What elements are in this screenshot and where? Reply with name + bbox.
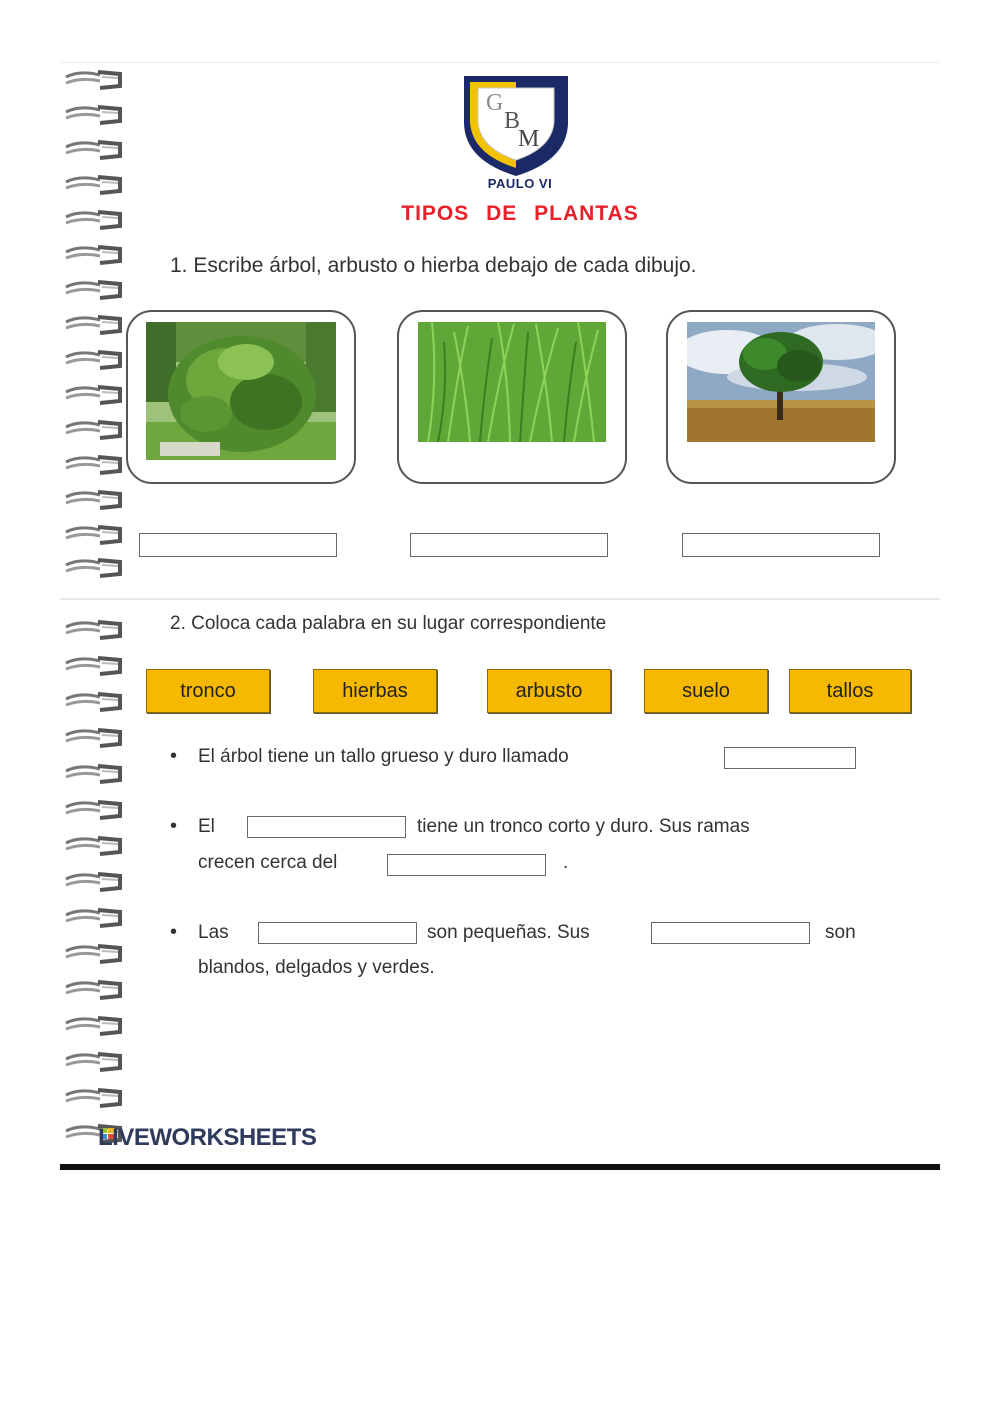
sentence-3-part3: son — [825, 922, 856, 943]
word-tile-suelo[interactable]: suelo — [644, 669, 768, 713]
page-divider — [60, 598, 940, 600]
logo-letter-g: G — [486, 90, 504, 116]
page-title: TIPOS DE PLANTAS — [401, 202, 639, 225]
logo-letter-b: B — [504, 108, 521, 134]
blank-tronco[interactable] — [724, 747, 856, 769]
sentence-2-part4: . — [563, 852, 569, 873]
exercise-2-instruction: 2. Coloca cada palabra en su lugar correspondiente — [170, 613, 607, 634]
sentence-2-part3: crecen cerca del — [198, 852, 338, 873]
sentence-2-part2: tiene un tronco corto y duro. Sus ramas — [417, 816, 750, 837]
sentence-3-part1: Las — [198, 922, 229, 943]
blank-tallos[interactable] — [651, 922, 810, 944]
sentence-3-part4: blandos, delgados y verdes. — [198, 957, 435, 978]
answer-input-2[interactable] — [410, 533, 608, 557]
bullet-2: • — [170, 815, 178, 837]
bullet-1: • — [170, 745, 178, 767]
word-tile-tallos[interactable]: tallos — [789, 669, 911, 713]
exercise-1-instruction: 1. Escribe árbol, arbusto o hierba debajo de cada dibujo. — [170, 254, 697, 277]
spiral-binding-bottom — [60, 604, 126, 1164]
sentence-3-part2: son pequeñas. Sus — [427, 922, 590, 943]
tree-photo — [687, 322, 875, 442]
school-name: PAULO VI — [487, 176, 553, 191]
blank-hierbas[interactable] — [258, 922, 417, 944]
blank-suelo[interactable] — [387, 854, 546, 876]
bottom-border — [60, 1164, 940, 1170]
top-border — [60, 62, 940, 63]
bullet-3: • — [170, 921, 178, 943]
answer-input-1[interactable] — [139, 533, 337, 557]
spiral-binding-top — [60, 68, 126, 580]
sentence-2-part1: El — [198, 816, 215, 837]
sentence-1-text: El árbol tiene un tallo grueso y duro llamado — [198, 746, 569, 767]
grass-photo — [418, 322, 606, 442]
word-tile-arbusto[interactable]: arbusto — [487, 669, 611, 713]
word-tile-tronco[interactable]: tronco — [146, 669, 270, 713]
liveworksheets-brand: LIVEWORKSHEETS — [98, 1124, 317, 1151]
shrub-photo — [146, 322, 336, 460]
answer-input-3[interactable] — [682, 533, 880, 557]
word-tile-hierbas[interactable]: hierbas — [313, 669, 437, 713]
logo-letter-m: M — [518, 126, 540, 152]
blank-arbusto[interactable] — [247, 816, 406, 838]
